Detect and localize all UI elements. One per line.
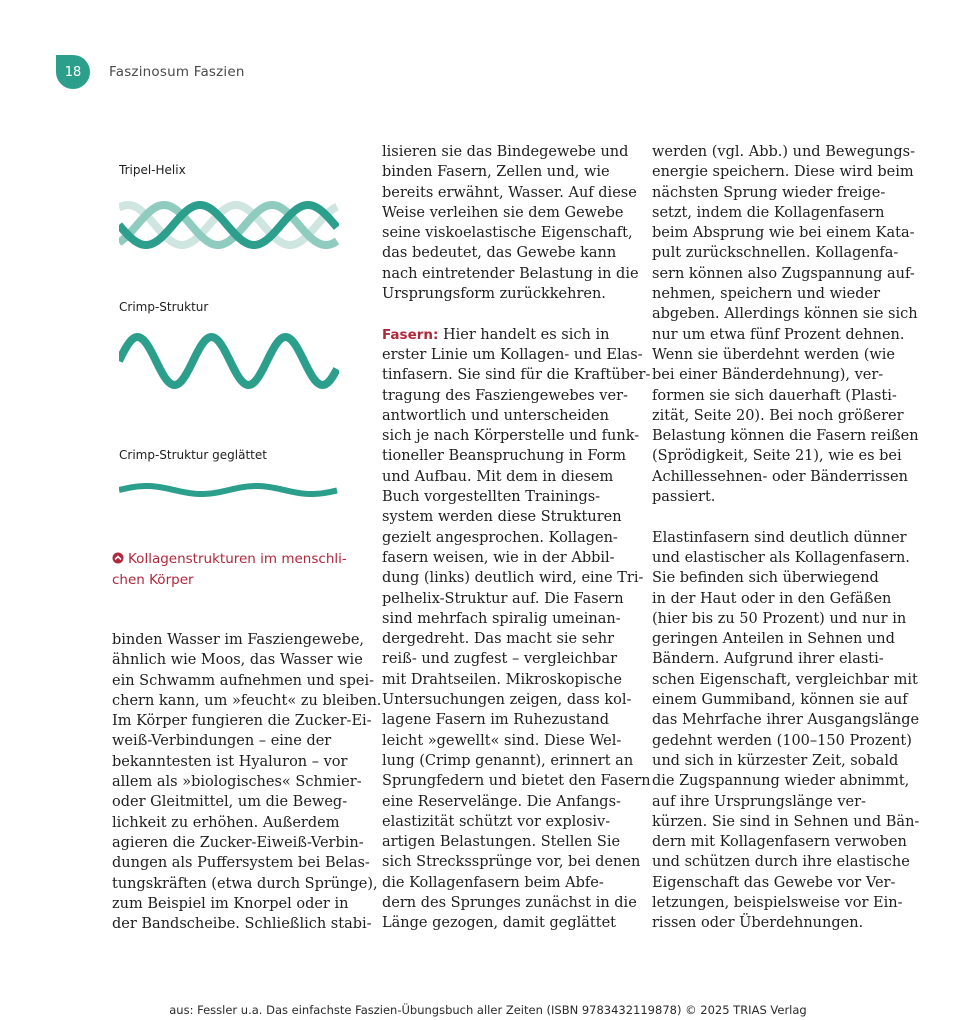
figure-caption — [112, 549, 352, 591]
text-line: seine viskoelastische Eigenschaft, — [382, 225, 633, 242]
text-line: Achillessehnen- oder Bänderrissen — [652, 468, 908, 485]
text-line: zum Beispiel im Knorpel oder in — [112, 895, 349, 912]
fasern-first-line-text: Hier handelt es sich in — [443, 326, 610, 343]
text-line: sern können also Zugspannung auf- — [652, 265, 915, 282]
text-line: bekanntesten ist Hyaluron – vor — [112, 753, 348, 770]
text-line: geringen Anteilen in Sehnen und — [652, 631, 895, 648]
crimp-smoothed-wave — [119, 486, 337, 494]
text-line: eine Reservelänge. Die Anfangs- — [382, 793, 621, 810]
text-line: reiß- und zugfest – vergleichbar — [382, 651, 618, 668]
text-line: die Kollagenfasern beim Abfe- — [382, 874, 604, 891]
text-line: leicht »gewellt« sind. Diese Wel- — [382, 732, 622, 749]
figure-label-crimp-smoothed: Crimp-Struktur geglättet — [119, 448, 267, 462]
text-line: dergedreht. Das macht sie sehr — [382, 631, 615, 648]
running-head: Faszinosum Faszien — [109, 64, 245, 80]
text-line: Im Körper fungieren die Zucker-Ei- — [112, 713, 372, 730]
text-line: tragung des Fasziengewebes ver- — [382, 387, 628, 404]
text-line: gezielt angesprochen. Kollagen- — [382, 529, 618, 546]
triple-helix-illustration — [119, 190, 339, 260]
text-line: formen sie sich dauerhaft (Plasti- — [652, 387, 897, 404]
text-line: Ursprungsform zurückkehren. — [382, 286, 606, 303]
text-line: tinfasern. Sie sind für die Kraftüber- — [382, 367, 651, 384]
text-line: Elastinfasern sind deutlich dünner — [652, 529, 907, 546]
text-line: und schützen durch ihre elastische — [652, 854, 910, 871]
text-line: und Aufbau. Mit dem in diesem — [382, 468, 614, 485]
text-line: beim Absprung wie bei einem Kata- — [652, 225, 915, 242]
text-line: antwortlich und unterscheiden — [382, 407, 609, 424]
text-line: rissen oder Überdehnungen. — [652, 915, 864, 932]
text-line: kürzen. Sie sind in Sehnen und Bän- — [652, 813, 920, 830]
text-line: nur um etwa fünf Prozent dehnen. — [652, 326, 905, 343]
text-line: nehmen, speichern und wieder — [652, 286, 880, 303]
text-line: (Sprödigkeit, Seite 21), wie es bei — [652, 448, 902, 465]
text-line: dung (links) deutlich wird, eine Tri- — [382, 570, 644, 587]
text-line: weiß-Verbindungen – eine der — [112, 733, 332, 750]
figure-label-crimp: Crimp-Struktur — [119, 300, 209, 314]
text-line: in der Haut oder in den Gefäßen — [652, 590, 892, 607]
text-line: nächsten Sprung wieder freige- — [652, 184, 886, 201]
text-line: pelhelix-Struktur auf. Die Fasern — [382, 590, 624, 607]
text-line: sich je nach Körperstelle und funk- — [382, 428, 640, 445]
text-line: agieren die Zucker-Eiweiß-Verbin- — [112, 834, 364, 851]
page-number: 18 — [64, 64, 82, 80]
text-line: Länge gezogen, damit geglättet — [382, 915, 616, 932]
text-line: letzungen, beispielsweise vor Ein- — [652, 894, 903, 911]
text-line: bereits erwähnt, Wasser. Auf diese — [382, 184, 637, 201]
text-line: zität, Seite 20). Bei noch größerer — [652, 407, 904, 424]
text-column-2 — [382, 142, 651, 934]
page-number-badge — [56, 55, 90, 89]
text-line: lagene Fasern im Ruhezustand — [382, 712, 609, 729]
text-line: allem als »biologisches« Schmier- — [112, 774, 362, 791]
text-line: Belastung können die Fasern reißen — [652, 428, 919, 445]
text-line: setzt, indem die Kollagenfasern — [652, 204, 885, 221]
text-line: Bändern. Aufgrund ihrer elasti- — [652, 651, 884, 668]
text-line: gedehnt werden (100–150 Prozent) — [652, 732, 912, 749]
text-line: Weise verleihen sie dem Gewebe — [382, 204, 624, 221]
text-line: (hier bis zu 50 Prozent) und nur in — [652, 610, 907, 627]
text-line: ähnlich wie Moos, das Wasser wie — [112, 652, 363, 669]
text-line: Sie befinden sich überwiegend — [652, 570, 879, 587]
text-column-1 — [112, 630, 381, 934]
crimp-smoothed-illustration — [119, 475, 339, 505]
text-line: einem Gummiband, können sie auf — [652, 692, 908, 709]
text-line: binden Fasern, Zellen und, wie — [382, 164, 610, 181]
text-line: Eigenschaft das Gewebe vor Ver- — [652, 874, 896, 891]
text-line: artigen Belastungen. Stellen Sie — [382, 834, 621, 851]
caret-up-icon — [112, 552, 124, 564]
text-line: dern mit Kollagenfasern verwoben — [652, 834, 907, 851]
text-line: energie speichern. Diese wird beim — [652, 164, 914, 181]
text-line: abgeben. Allerdings können sie sich — [652, 306, 918, 323]
text-line: ein Schwamm aufnehmen und spei- — [112, 672, 375, 689]
text-line: das Mehrfache ihrer Ausgangslänge — [652, 712, 920, 729]
text-line: fasern weisen, wie in der Abbil- — [382, 549, 615, 566]
text-line: chern kann, um »feucht« zu bleiben. — [112, 692, 382, 709]
text-line: tioneller Beanspruchung in Form — [382, 448, 627, 465]
text-line: lung (Crimp genannt), erinnert an — [382, 752, 634, 769]
text-line: sind mehrfach spiralig umeinan- — [382, 610, 621, 627]
text-line: Buch vorgestellten Trainings- — [382, 489, 601, 506]
caption-line-1: Kollagenstrukturen im menschli- — [128, 551, 347, 567]
text-line: und sich in kürzester Zeit, sobald — [652, 752, 899, 769]
text-line: sich Streckssprünge vor, bei denen — [382, 854, 641, 871]
text-line: binden Wasser im Fasziengewebe, — [112, 632, 365, 648]
crimp-structure-illustration — [119, 325, 339, 395]
text-line: pult zurückschnellen. Kollagenfa- — [652, 245, 899, 262]
text-line: Sprungfedern und bietet den Fasern — [382, 773, 651, 790]
text-line: Wenn sie überdehnt werden (wie — [652, 346, 895, 363]
figure-label-triple-helix: Tripel-Helix — [119, 163, 186, 177]
text-line: und elastischer als Kollagenfasern. — [652, 549, 910, 566]
text-line: Untersuchungen zeigen, dass kol- — [382, 692, 632, 709]
text-line: tungskräften (etwa durch Sprünge), — [112, 875, 378, 892]
text-line: bei einer Bänderdehnung), ver- — [652, 367, 884, 384]
text-line: elastizität schützt vor explosiv- — [382, 813, 611, 830]
text-line: das bedeutet, das Gewebe kann — [382, 245, 617, 262]
caption-line-2: chen Körper — [112, 572, 194, 588]
text-line: dungen als Puffersystem bei Belas- — [112, 855, 370, 872]
text-column-3 — [652, 142, 919, 934]
text-line: werden (vgl. Abb.) und Bewegungs- — [652, 144, 916, 160]
text-line: oder Gleitmittel, um die Beweg- — [112, 794, 348, 811]
text-line: mit Drahtseilen. Mikroskopische — [382, 671, 622, 688]
source-footer: aus: Fessler u.a. Das einfachste Faszien-Übungsbuch aller Zeiten (ISBN 9783432119878) © 2025 TRIAS Verlag — [169, 1003, 807, 1017]
text-line: dern des Sprunges zunächst in die — [382, 894, 637, 911]
text-line: system werden diese Strukturen — [382, 509, 622, 526]
text-line: passiert. — [652, 489, 716, 506]
crimp-wave — [119, 337, 337, 385]
text-line: auf ihre Ursprungslänge ver- — [652, 793, 866, 810]
text-line: nach eintretender Belastung in die — [382, 265, 639, 282]
text-line: lisieren sie das Bindegewebe und — [382, 144, 629, 160]
fasern-paragraph-first-line — [382, 325, 651, 345]
text-line: lichkeit zu erhöhen. Außerdem — [112, 814, 340, 831]
text-line: die Zugspannung wieder abnimmt, — [652, 773, 910, 790]
fasern-heading: Fasern: — [382, 326, 439, 343]
text-line: erster Linie um Kollagen- und Elas- — [382, 346, 643, 363]
text-line: schen Eigenschaft, vergleichbar mit — [652, 671, 918, 688]
text-line: der Bandscheibe. Schließlich stabi- — [112, 916, 372, 933]
